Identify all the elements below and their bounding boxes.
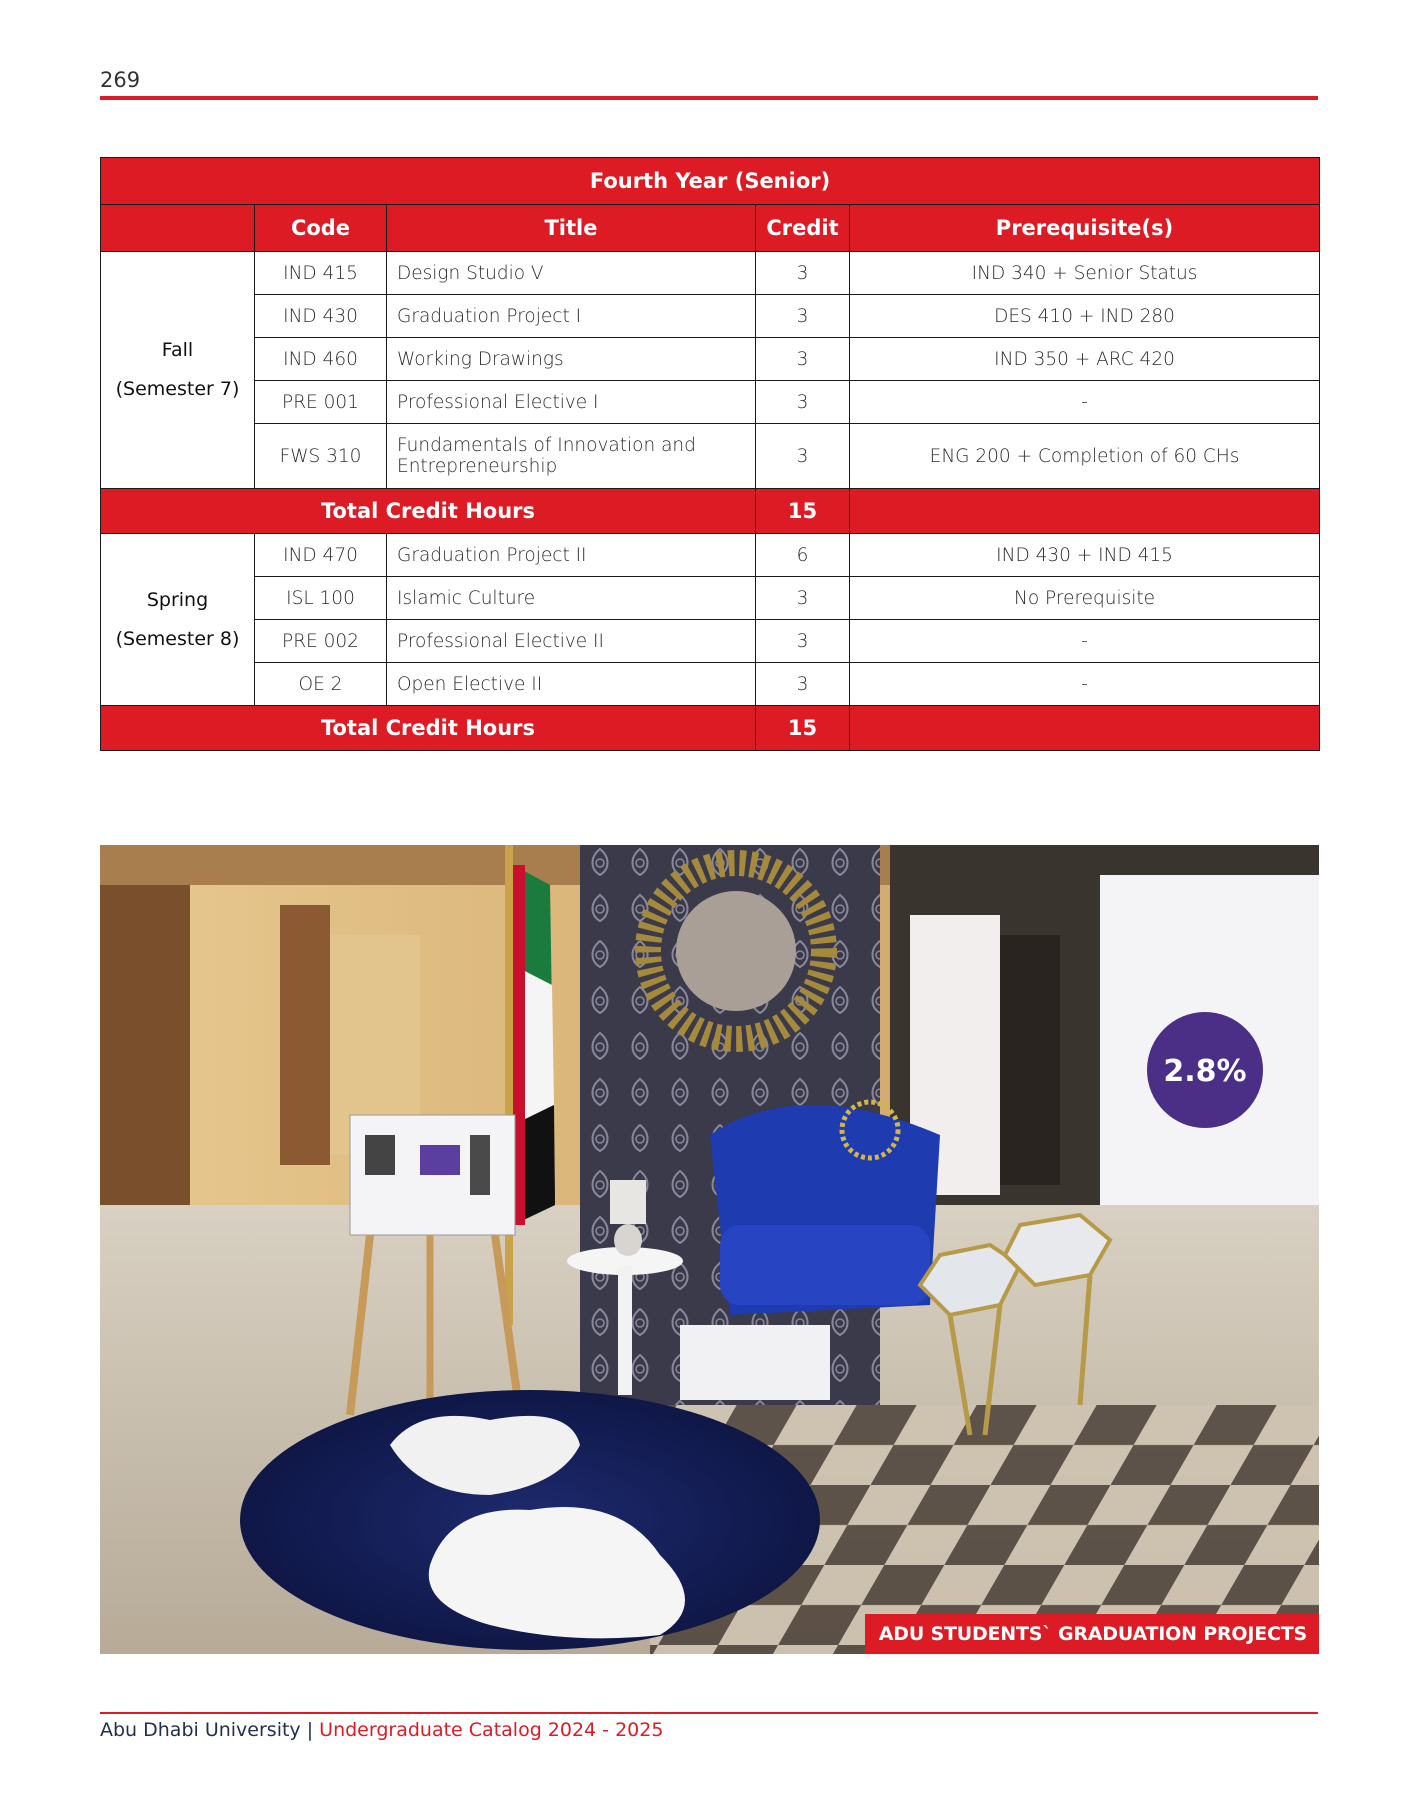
course-code: PRE 002 [255,620,387,663]
course-prereq: IND 340 + Senior Status [850,252,1320,295]
header-code: Code [255,205,387,252]
course-credit: 3 [756,338,850,381]
course-credit: 3 [756,381,850,424]
total-value: 15 [756,706,850,751]
course-code: ISL 100 [255,577,387,620]
course-code: PRE 001 [255,381,387,424]
course-credit: 3 [756,252,850,295]
semester-name: Fall [161,339,194,362]
course-credit: 3 [756,424,850,489]
table-row [101,534,1320,577]
footer-catalog: Undergraduate Catalog 2024 - 2025 [319,1719,664,1741]
course-prereq: IND 430 + IND 415 [850,534,1320,577]
course-credit: 3 [756,663,850,706]
spring-total-row [101,706,1320,751]
course-code: IND 415 [255,252,387,295]
footer-university: Abu Dhabi University [100,1719,301,1741]
fall-total-row [101,489,1320,534]
course-credit: 3 [756,620,850,663]
table-row [101,620,1320,663]
course-title: Design Studio V [387,252,756,295]
semester-number: (Semester 8) [115,627,240,650]
course-code: OE 2 [255,663,387,706]
header-rule [100,96,1318,100]
course-prereq: - [850,381,1320,424]
course-code: FWS 310 [255,424,387,489]
footer [100,1719,663,1741]
photo-caption: ADU STUDENTS` GRADUATION PROJECTS [865,1614,1319,1654]
header-credit: Credit [756,205,850,252]
year-title-row [101,158,1320,205]
photo-illustration [100,845,1319,1654]
course-credit: 3 [756,577,850,620]
table-row [101,663,1320,706]
course-title: Fundamentals of Innovation and Entrepreneurship [387,424,756,489]
course-prereq: No Prerequisite [850,577,1320,620]
course-title: Working Drawings [387,338,756,381]
course-title: Graduation Project I [387,295,756,338]
course-code: IND 430 [255,295,387,338]
header-title: Title [387,205,756,252]
course-prereq: ENG 200 + Completion of 60 CHs [850,424,1320,489]
total-empty [850,706,1320,751]
semester-fall-label [101,252,255,489]
table-row [101,424,1320,489]
course-title: Professional Elective II [387,620,756,663]
course-prereq: - [850,620,1320,663]
course-code: IND 460 [255,338,387,381]
course-title: Professional Elective I [387,381,756,424]
course-prereq: IND 350 + ARC 420 [850,338,1320,381]
course-title: Open Elective II [387,663,756,706]
course-credit: 3 [756,295,850,338]
graduation-project-photo [100,845,1319,1654]
semester-name: Spring [146,588,209,611]
total-empty [850,489,1320,534]
course-title: Graduation Project II [387,534,756,577]
curriculum-table [100,157,1320,751]
semester-number: (Semester 7) [115,378,240,400]
table-row [101,577,1320,620]
course-prereq: DES 410 + IND 280 [850,295,1320,338]
table-row [101,338,1320,381]
column-header-row [101,205,1320,252]
course-prereq: - [850,663,1320,706]
banner-text: 2.8% [1163,1054,1247,1089]
total-label: Total Credit Hours [101,706,756,751]
header-semester [101,205,255,252]
course-title: Islamic Culture [387,577,756,620]
course-code: IND 470 [255,534,387,577]
course-credit: 6 [756,534,850,577]
semester-spring-label [101,534,255,706]
page-number: 269 [100,68,141,92]
header-prereq: Prerequisite(s) [850,205,1320,252]
table-row [101,252,1320,295]
year-title: Fourth Year (Senior) [101,158,1320,205]
table-row [101,295,1320,338]
total-value: 15 [756,489,850,534]
footer-separator: | [300,1719,320,1741]
footer-rule [100,1712,1318,1714]
total-label: Total Credit Hours [101,489,756,534]
table-row [101,381,1320,424]
